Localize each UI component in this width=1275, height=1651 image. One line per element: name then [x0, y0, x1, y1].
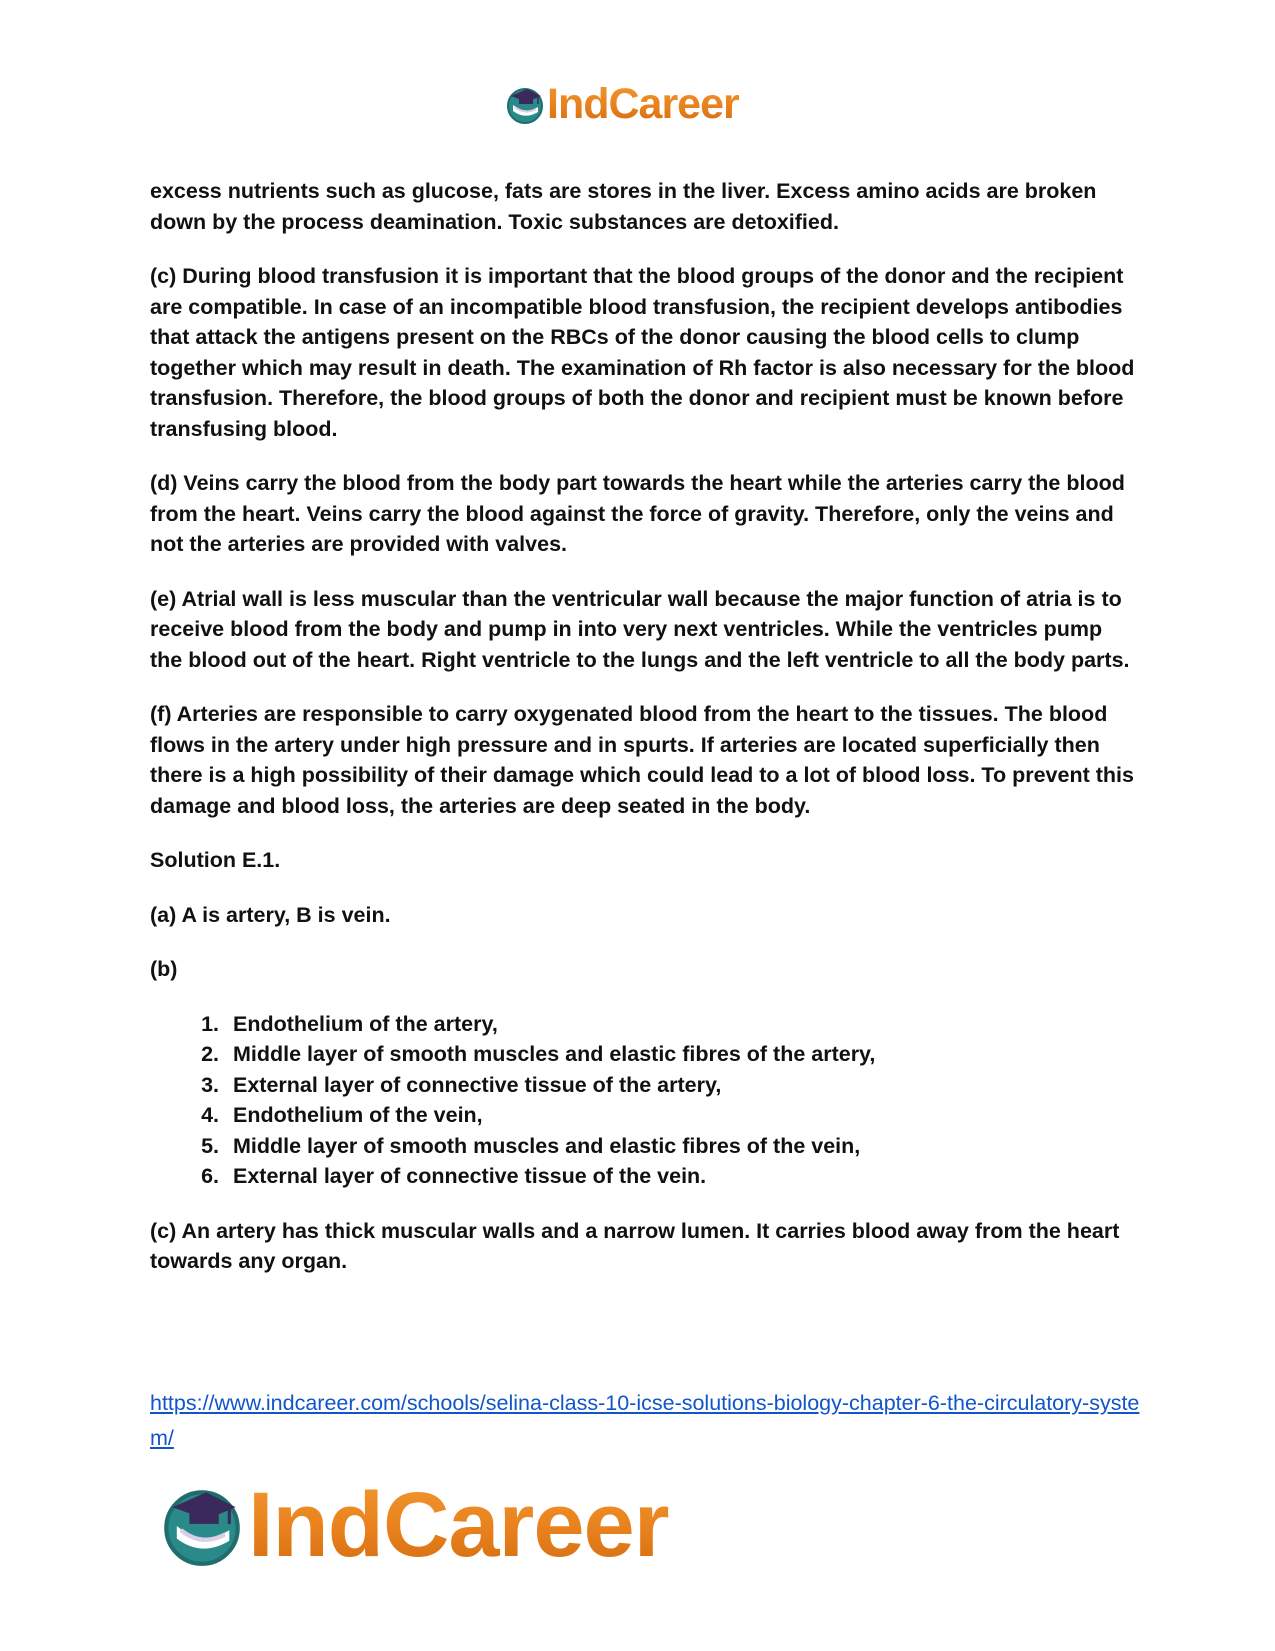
list-item: 1. Endothelium of the artery,	[225, 1009, 1140, 1040]
paragraph-liver: excess nutrients such as glucose, fats are stores in the liver. Excess amino acids are broken down by the process deamination. Toxic substances are detoxified.	[150, 179, 1097, 234]
paragraph-d-veins: (d) Veins carry the blood from the body part towards the heart while the arteries carry the blood from the heart. Veins carry the blood against the force of gravity. Therefore, only the veins and not the arteries are provided with valves.	[150, 471, 1125, 556]
graduation-globe-icon	[160, 1484, 244, 1568]
list-item: 2. Middle layer of smooth muscles and elastic fibres of the artery,	[225, 1039, 1140, 1070]
solution-heading: Solution E.1.	[150, 848, 281, 872]
answer-b-label: (b)	[150, 957, 178, 981]
list-item: 5. Middle layer of smooth muscles and elastic fibres of the vein,	[225, 1131, 1140, 1162]
paragraph-e-atrial-wall: (e) Atrial wall is less muscular than the ventricular wall because the major function of atria is to receive blood from the body and pump in into very next ventricles. While the ventricles pump the blood out of the heart. Right ventricle to the lungs and the left ventricle to all the body parts.	[150, 586, 1130, 672]
answer-a: (a) A is artery, B is vein.	[150, 902, 391, 927]
header-logo	[505, 80, 739, 129]
list-item: 4. Endothelium of the vein,	[225, 1100, 1140, 1131]
document-body	[150, 176, 1140, 1301]
footer-logo	[160, 1473, 669, 1578]
logo-wordmark: IndCareer	[248, 1474, 669, 1576]
graduation-globe-icon	[505, 85, 545, 125]
list-item: 6. External layer of connective tissue of the vein.	[225, 1161, 1140, 1192]
paragraph-c-blood-transfusion: (c) During blood transfusion it is important that the blood groups of the donor and the recipient are compatible. In case of an incompatible blood transfusion, the recipient develops antibodies that attack the antigens present on the RBCs of the donor causing the blood cells to clump together which may result in death. The examination of Rh factor is also necessary for the blood transfusion. Therefore, the blood groups of both the donor and recipient must be known before transfusing blood.	[150, 264, 1135, 441]
logo-wordmark: IndCareer	[547, 80, 739, 128]
list-item: 3. External layer of connective tissue of the artery,	[225, 1070, 1140, 1101]
answer-c: (c) An artery has thick muscular walls and a narrow lumen. It carries blood away from the heart towards any organ.	[150, 1218, 1120, 1273]
layers-list	[150, 1009, 1140, 1192]
paragraph-f-arteries: (f) Arteries are responsible to carry oxygenated blood from the heart to the tissues. The blood flows in the artery under high pressure and in spurts. If arteries are located superficially then there is a high possibility of their damage which could lead to a lot of blood loss. To prevent this damage and blood loss, the arteries are deep seated in the body.	[150, 702, 1134, 818]
source-link[interactable]: https://www.indcareer.com/schools/selina-class-10-icse-solutions-biology-chapter-6-the-circulatory-system/	[150, 1391, 1140, 1450]
